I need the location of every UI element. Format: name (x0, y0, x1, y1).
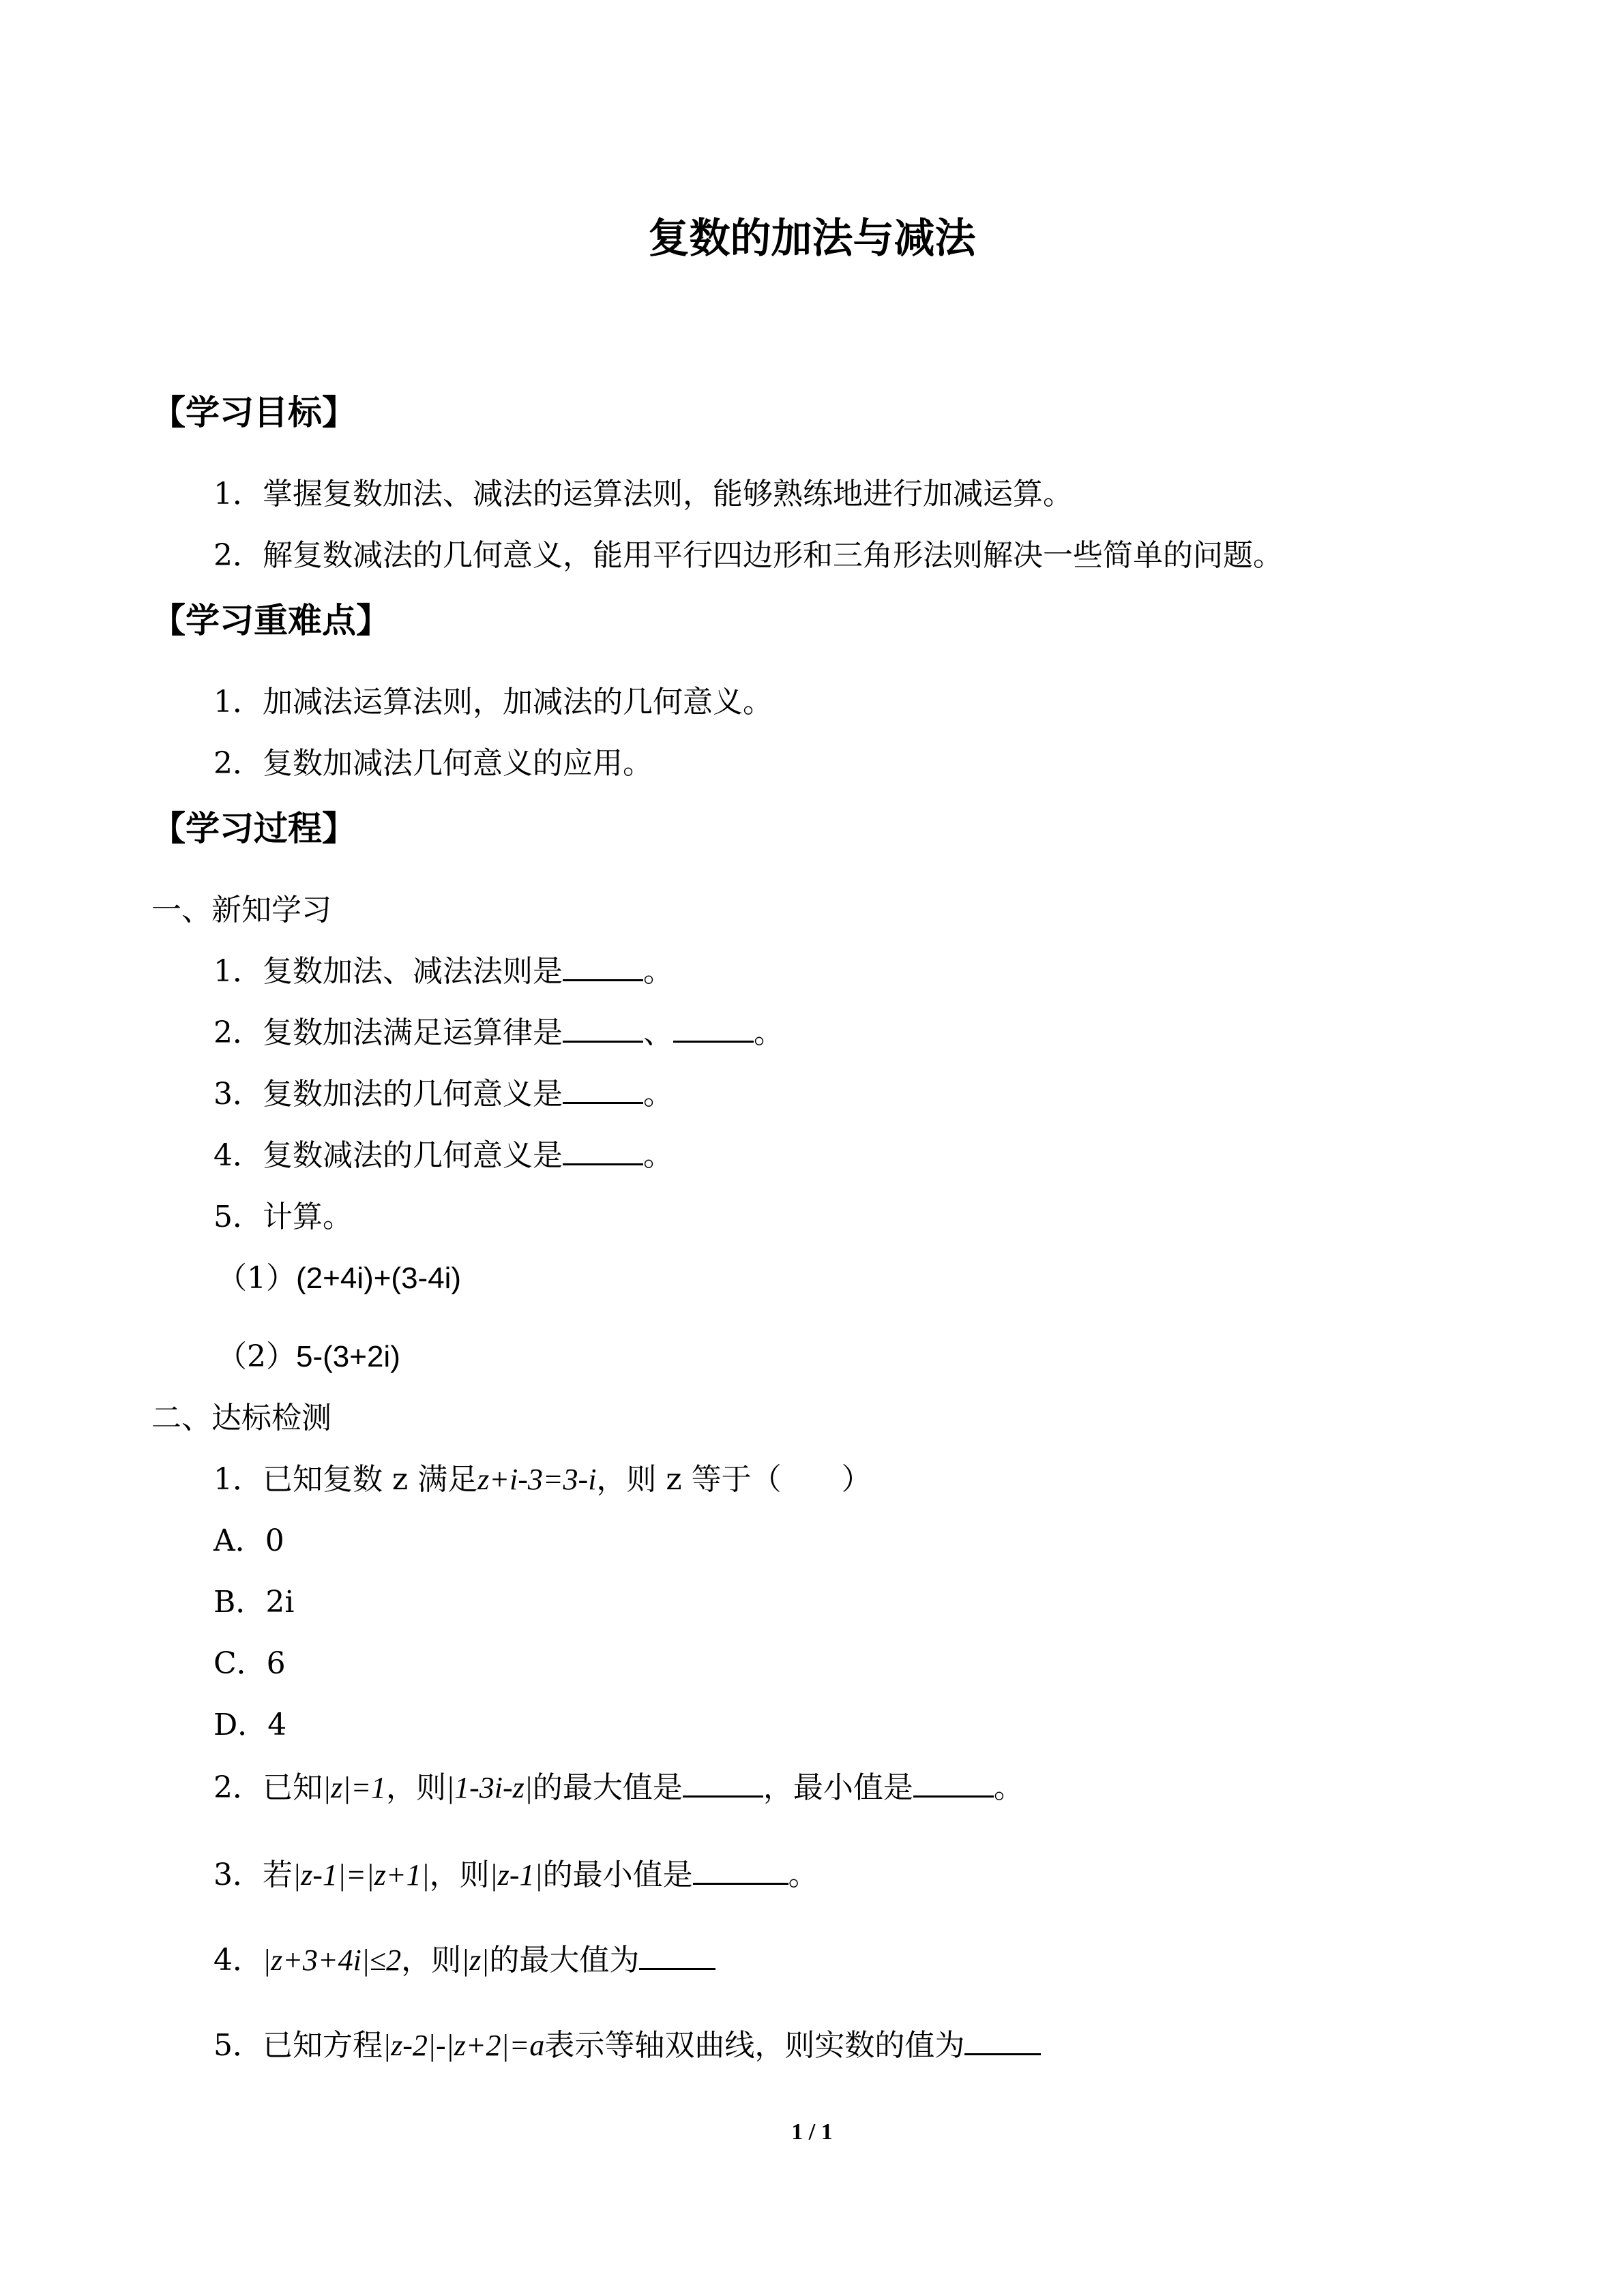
test-q3-expression-1: |z-1|=|z+1| (293, 1858, 430, 1892)
test-q5-pre: 5．已知方程 (213, 2028, 383, 2063)
objective-item-2: 2．解复数减法的几何意义，能用平行四边形和三角形法则解决一些简单的问题。 (213, 538, 1283, 573)
answer-blank[interactable] (563, 1013, 643, 1043)
option-a: A．0 (213, 1523, 284, 1558)
test-q2-end: 。 (993, 1770, 1024, 1805)
test-q4-expression-1: |z+3+4i|≤2 (263, 1943, 402, 1977)
process-heading: 【学习过程】 (151, 809, 356, 848)
test-q1 (213, 1459, 872, 1500)
q3-end: 。 (643, 1077, 673, 1112)
answer-blank[interactable] (563, 1075, 643, 1104)
answer-blank[interactable] (683, 1768, 763, 1798)
test-q2-text-3: ，最小值是 (763, 1770, 913, 1805)
calc2-label: （2） (217, 1339, 296, 1374)
test-q3-end: 。 (788, 1858, 818, 1892)
q4-end: 。 (643, 1138, 673, 1173)
part1-title: 一、新知学习 (151, 893, 331, 927)
q1-end: 。 (643, 954, 673, 989)
answer-blank[interactable] (563, 1136, 643, 1165)
q2-text: 2．复数加法满足运算律是 (213, 1015, 563, 1050)
test-q4-pre: 4． (213, 1943, 263, 1978)
test-q1-post: ，则 z 等于（ ） (596, 1462, 872, 1497)
answer-blank[interactable] (673, 1013, 754, 1043)
calc-item-2 (217, 1337, 400, 1377)
answer-blank[interactable] (913, 1768, 994, 1798)
test-q4-expression-2: |z| (461, 1943, 490, 1977)
test-q1-pre: 1．已知复数 z 满足 (213, 1462, 478, 1497)
calc1-expression: (2+4i)+(3-4i) (296, 1262, 462, 1295)
new-knowledge-q1 (213, 951, 673, 992)
option-b: B．2i (213, 1585, 295, 1620)
q1-text: 1．复数加法、减法法则是 (213, 954, 563, 989)
test-q3 (213, 1855, 818, 1896)
key-point-item-1: 1．加减法运算法则，加减法的几何意义。 (213, 685, 773, 719)
calc-item-1 (217, 1258, 461, 1299)
test-q2-mid: ，则 (386, 1770, 447, 1805)
test-q2-expression-1: |z|=1 (323, 1771, 387, 1804)
part2-title: 二、达标检测 (151, 1401, 331, 1435)
key-point-item-2: 2．复数加减法几何意义的应用。 (213, 746, 653, 781)
test-q2-pre: 2．已知 (213, 1770, 323, 1805)
answer-blank[interactable] (693, 1855, 788, 1885)
answer-blank[interactable] (563, 952, 643, 981)
test-q5-expression: |z-2|-|z+2|=a (383, 2029, 545, 2062)
new-knowledge-q2 (213, 1013, 784, 1054)
test-q5 (213, 2025, 1041, 2066)
test-q2-expression-2: |1-3i-z| (446, 1771, 533, 1804)
calc2-expression: 5-(3+2i) (296, 1340, 400, 1373)
page-title: 复数的加法与减法 (648, 215, 976, 263)
q3-text: 3．复数加法的几何意义是 (213, 1077, 563, 1112)
test-q2 (213, 1768, 1024, 1808)
option-d: D．4 (213, 1708, 287, 1742)
answer-blank[interactable] (639, 1941, 715, 1970)
new-knowledge-q5: 5．计算。 (213, 1199, 353, 1234)
test-q4-mid: ，则 (401, 1943, 462, 1978)
option-c: C．6 (213, 1646, 286, 1681)
test-q2-text-2: 的最大值是 (532, 1770, 683, 1805)
new-knowledge-q3 (213, 1074, 673, 1115)
q4-text: 4．复数减法的几何意义是 (213, 1138, 563, 1173)
test-q5-text-2: 表示等轴双曲线，则实数的值为 (544, 2028, 965, 2063)
key-points-heading: 【学习重难点】 (151, 601, 390, 640)
test-q3-expression-2: |z-1| (489, 1858, 543, 1892)
q2-end: 。 (754, 1015, 784, 1050)
test-q3-text-2: 的最小值是 (542, 1858, 693, 1892)
objectives-heading: 【学习目标】 (151, 393, 356, 432)
test-q3-pre: 3．若 (213, 1858, 293, 1892)
test-q3-mid: ，则 (429, 1858, 490, 1892)
answer-blank[interactable] (964, 2026, 1041, 2055)
q2-mid: 、 (643, 1015, 673, 1050)
objective-item-1: 1．掌握复数加法、减法的运算法则，能够熟练地进行加减运算。 (213, 477, 1073, 511)
page-number: 1 / 1 (791, 2119, 833, 2145)
calc1-label: （1） (217, 1261, 296, 1296)
test-q1-expression: z+i-3=3-i (477, 1463, 597, 1496)
test-q4 (213, 1940, 715, 1981)
new-knowledge-q4 (213, 1135, 673, 1176)
test-q4-text-2: 的最大值为 (489, 1943, 640, 1978)
